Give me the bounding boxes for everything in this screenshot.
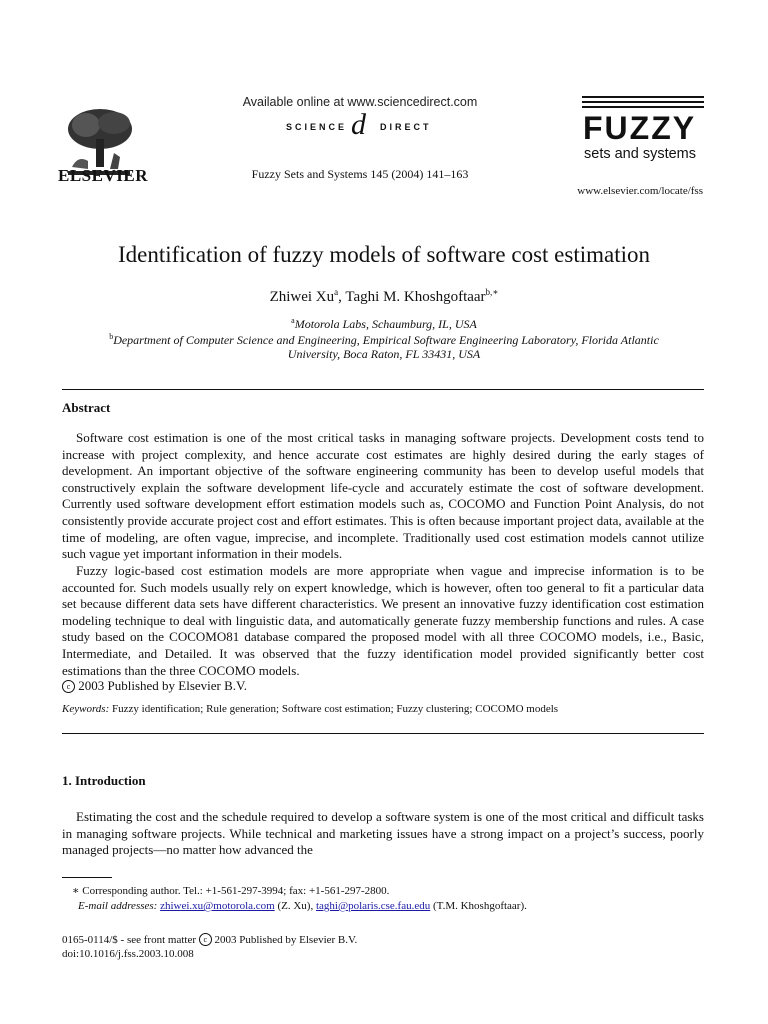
- author-name: Zhiwei Xu: [269, 289, 335, 305]
- footnote-corresponding: ∗ Corresponding author. Tel.: +1-561-297-3994; fax: +1-561-297-2800.: [72, 885, 390, 897]
- email-owner: (T.M. Khoshgoftaar).: [433, 900, 527, 912]
- abstract-paragraph-2: [62, 563, 704, 679]
- email-link[interactable]: taghi@polaris.cse.fau.edu: [315, 900, 431, 912]
- email-link[interactable]: zhiwei.xu@motorola.com: [160, 900, 275, 912]
- email-label: E-mail addresses:: [78, 900, 158, 912]
- publisher-name: ELSEVIER: [58, 166, 148, 185]
- sd-at-glyph: d: [351, 108, 366, 141]
- journal-logo-rule: [582, 96, 704, 98]
- abstract-text: Software cost estimation is one of the most critical tasks in managing software projects. Development costs tend to increase with project complexity, and hence accurate cost estimates are highly desired during the early stages of development. An important objective of the software engineering community has been to develop useful models that constructively explain the software development life-cycle and accurately estimate the cost of software development. Currently used software development effort estimation models such as, COCOMO and Function Point Analysis, do not consistently provide accurate project cost and effort estimates. This is often because important project data, available at the time of modeling, are often vague, imprecise, and incomplete. Traditionally used cost estimation models cannot utilize such vague yet important information in their models.: [62, 430, 704, 562]
- issn-prefix: 0165-0114/$ - see front matter: [62, 934, 196, 946]
- journal-reference: Fuzzy Sets and Systems 145 (2004) 141–163: [251, 167, 469, 181]
- abstract-paragraph-1: [62, 430, 704, 563]
- author-list: Zhiwei Xu$^a$, Taghi M. Khoshgoftaar$^{b,∗}$: [269, 287, 499, 305]
- affiliation-a: [60, 316, 708, 332]
- journal-url[interactable]: www.elsevier.com/locate/fss: [577, 185, 703, 197]
- journal-logo-rule: [582, 101, 704, 103]
- sd-left-word: SCIENCE: [286, 122, 348, 132]
- affiliation-mark: b: [109, 332, 114, 341]
- sd-right-word: DIRECT: [380, 122, 432, 132]
- divider: [62, 733, 704, 734]
- affiliation-b: [60, 332, 708, 348]
- abstract-text: Fuzzy logic-based cost estimation models are more appropriate when vague and imprecise information is to be accounted for. Such models usually rely on expert knowledge, which is however, often too general to fit a particular data set because different data sets have different characteristics. We present an innovative fuzzy identification cost estimation modeling technique to deal with linguistic data, and automatically generate fuzzy membership functions and rules. A case study based on the COCOMO81 database compared the proposed model with all three COCOMO models, i.e., Basic, Intermediate, and Detailed. It was observed that the fuzzy identification model provided significantly better cost estimations than the three COCOMO models.: [62, 563, 704, 678]
- affiliation-mark: a: [291, 316, 295, 325]
- keywords-list: Fuzzy identification; Rule generation; Software cost estimation; Fuzzy clustering; COCOMO models: [112, 703, 559, 715]
- copyright-symbol: c: [199, 933, 212, 946]
- section-heading: 1. Introduction: [62, 773, 146, 788]
- affiliation-b-line2: University, Boca Raton, FL 33431, USA: [287, 347, 481, 361]
- footnote-rule: [62, 877, 112, 878]
- keywords: [62, 703, 704, 715]
- issn-line: [62, 933, 357, 946]
- journal-logo-title: FUZZY: [583, 110, 697, 146]
- footnote-emails: [78, 900, 720, 912]
- author-mark: a: [334, 287, 339, 297]
- author-name: Taghi M. Khoshgoftaar: [345, 289, 486, 305]
- abstract-heading: Abstract: [62, 400, 111, 415]
- doi-line[interactable]: doi:10.1016/j.fss.2003.10.008: [62, 948, 194, 960]
- intro-paragraph: [62, 809, 704, 859]
- issn-suffix: 2003 Published by Elsevier B.V.: [214, 934, 358, 946]
- journal-logo-subtitle: sets and systems: [584, 146, 697, 162]
- journal-logo-rule: [582, 106, 704, 108]
- copyright-symbol: c: [62, 680, 75, 693]
- intro-text: Estimating the cost and the schedule required to develop a software system is one of the most critical and difficult tasks in managing software projects. While technical and marketing issues have a strong impact on a project’s success, poorly managed projects—no matter how advanced the: [62, 809, 704, 858]
- affiliation-text: Department of Computer Science and Engineering, Empirical Software Engineering Laboratory, Florida Atlantic: [113, 333, 659, 347]
- author-mark: b,∗: [485, 287, 499, 297]
- affiliation-text: Motorola Labs, Schaumburg, IL, USA: [294, 317, 477, 331]
- keywords-label: Keywords:: [62, 703, 110, 715]
- abstract-copyright: [62, 678, 704, 695]
- copyright-text: 2003 Published by Elsevier B.V.: [78, 678, 248, 693]
- available-online-text: Available online at www.sciencedirect.com: [242, 95, 478, 109]
- divider: [62, 389, 704, 390]
- paper-title: Identification of fuzzy models of software cost estimation: [117, 242, 651, 267]
- sciencedirect-logo: [262, 108, 462, 144]
- email-owner: (Z. Xu),: [277, 900, 314, 912]
